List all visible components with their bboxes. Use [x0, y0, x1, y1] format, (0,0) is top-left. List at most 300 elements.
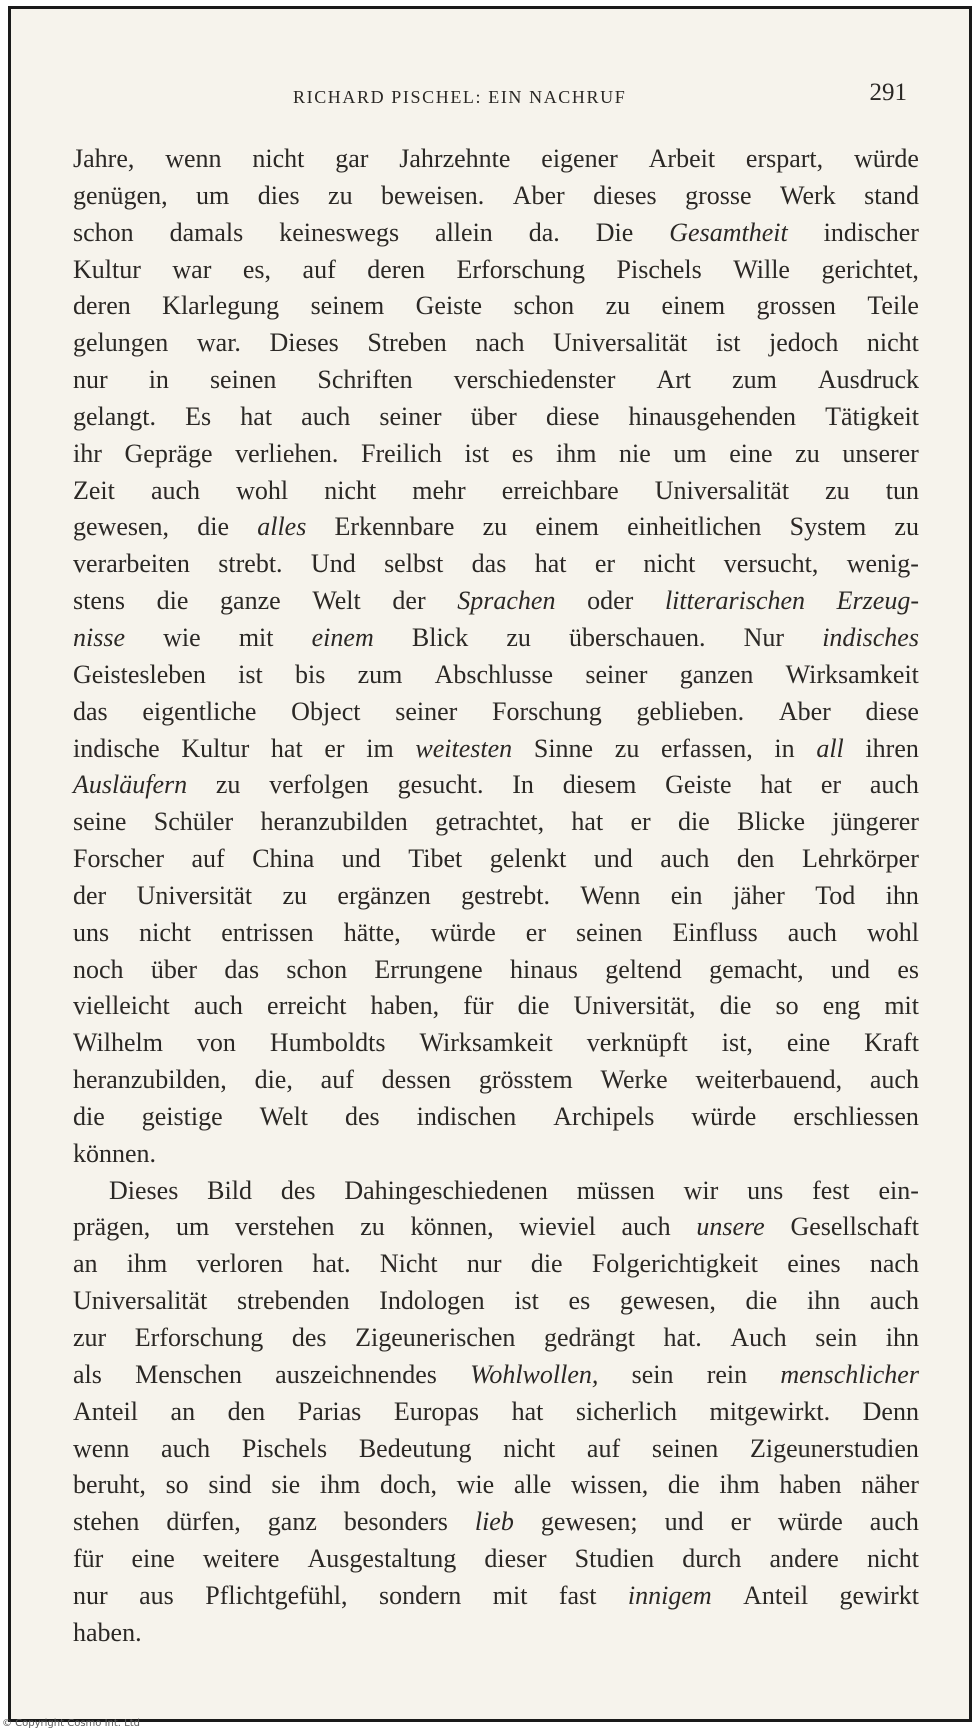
word: nicht — [139, 917, 192, 947]
word: deren — [367, 254, 425, 284]
emphasized-word: alles — [257, 512, 307, 542]
text-line — [73, 178, 919, 215]
text-line — [73, 473, 919, 510]
word: verloren — [196, 1249, 284, 1279]
word: weiterbauend, — [695, 1065, 843, 1095]
word: gesucht. — [397, 770, 484, 800]
word: hinausgehenden — [628, 401, 796, 431]
word: Erforschung — [134, 1323, 264, 1352]
word: verstehen — [234, 1212, 335, 1242]
word: auf — [191, 844, 225, 874]
word: mit — [238, 622, 274, 652]
word: der — [73, 880, 107, 910]
word: wenn — [165, 144, 222, 173]
word: Welt — [312, 586, 361, 616]
word: würde — [430, 917, 496, 947]
word: verliehen. — [235, 438, 339, 468]
word: indische — [73, 733, 160, 763]
word: sein — [815, 1323, 858, 1352]
word: allein — [435, 217, 493, 247]
word: nicht — [252, 144, 305, 173]
text-line — [73, 1283, 919, 1320]
word: stehen — [73, 1507, 140, 1537]
word: Und — [310, 549, 356, 579]
word: Zigeunerischen — [355, 1323, 516, 1352]
text-line — [73, 1099, 919, 1136]
word: näher — [861, 1470, 919, 1500]
word: auch — [193, 991, 243, 1021]
word: eigentliche — [142, 696, 257, 726]
word: Universität, — [573, 991, 696, 1021]
word: seiner — [395, 696, 458, 726]
word: Gesellschaft — [790, 1212, 919, 1242]
word: stens — [73, 586, 125, 616]
word: er — [525, 917, 546, 947]
word: ist — [715, 328, 741, 358]
word: Aber — [512, 180, 565, 210]
word: erreichbare — [501, 475, 619, 505]
word: auch — [869, 1065, 919, 1095]
word: die — [73, 1101, 105, 1131]
word: Tibet — [408, 844, 463, 874]
word: Wille — [733, 254, 790, 284]
emphasized-word: weitesten — [415, 733, 513, 763]
word: einheitlichen — [627, 512, 762, 542]
word: Geistesleben — [73, 659, 206, 689]
word: heranzubilden, — [73, 1065, 227, 1095]
emphasized-word: Sprachen — [457, 586, 556, 616]
word: Tod — [815, 880, 856, 910]
word: dessen — [381, 1065, 451, 1095]
text-line — [73, 509, 919, 546]
word: grösstem — [478, 1065, 573, 1095]
text-line — [73, 620, 919, 657]
text-line — [73, 399, 919, 436]
text-line — [73, 767, 919, 804]
word: geltend — [605, 954, 682, 984]
word: hat. — [312, 1249, 351, 1279]
word: sondern — [378, 1580, 462, 1610]
word: Ausdruck — [817, 365, 919, 395]
word: wir — [683, 1175, 719, 1205]
word: auch — [869, 1507, 919, 1537]
text-line — [73, 841, 919, 878]
word: für — [463, 991, 494, 1021]
word: erfassen, — [661, 733, 753, 763]
word: Nur — [743, 622, 785, 652]
text-line — [73, 1431, 919, 1468]
word: grosse — [685, 180, 752, 210]
word: auf — [320, 1065, 354, 1095]
word: zum — [357, 659, 403, 689]
word: sein — [631, 1359, 674, 1389]
text-line — [73, 1615, 919, 1652]
word: deren — [73, 291, 131, 321]
word: eine — [131, 1544, 175, 1574]
word: noch — [73, 954, 124, 984]
word: Zeit — [73, 475, 115, 505]
word: überschauen. — [569, 622, 706, 652]
word: Kultur — [73, 254, 141, 284]
word: nur — [73, 365, 108, 395]
word: so — [165, 1470, 189, 1500]
word: können. — [73, 1138, 157, 1168]
word: gewesen; — [540, 1507, 638, 1537]
text-line — [73, 1394, 919, 1431]
word: Pischels — [616, 254, 702, 284]
word: einem — [661, 291, 726, 321]
emphasized-word: all — [816, 733, 844, 763]
word: Schüler — [153, 807, 234, 837]
word: wie — [456, 1470, 495, 1500]
text-line — [73, 694, 919, 731]
word: hinaus — [510, 954, 578, 984]
word: als — [73, 1359, 102, 1389]
word: zum — [732, 365, 777, 395]
word: ihm — [719, 1470, 760, 1500]
word: zu — [614, 733, 640, 763]
word: erschliessen — [793, 1101, 919, 1131]
word: stand — [864, 180, 919, 210]
word: Kraft — [864, 1028, 919, 1058]
word: Freilich — [361, 438, 442, 468]
word: Wirksamkeit — [785, 659, 919, 689]
word: er — [630, 807, 651, 837]
word: nur — [73, 1580, 108, 1610]
emphasized-word: indisches — [822, 622, 919, 652]
text-line — [73, 657, 919, 694]
text-line — [73, 546, 919, 583]
word: Werk — [779, 180, 836, 210]
word: diese — [865, 696, 919, 726]
word: zu — [360, 1212, 385, 1242]
word: Teile — [867, 291, 919, 321]
text-line — [73, 1173, 919, 1210]
word: war — [172, 254, 212, 284]
word: seinen — [651, 1433, 719, 1463]
text-line — [73, 804, 919, 841]
word: seine — [73, 807, 127, 837]
word: weitere — [202, 1544, 280, 1574]
word: die — [667, 1470, 700, 1500]
word: oder — [587, 586, 634, 616]
word: hätte, — [343, 917, 401, 947]
word: die — [517, 991, 550, 1021]
word: Dieses — [109, 1175, 179, 1205]
word: Art — [656, 365, 692, 395]
word: ihren — [865, 733, 919, 763]
word: so — [775, 991, 799, 1021]
word: wieviel — [519, 1212, 596, 1242]
word: Welt — [259, 1101, 309, 1131]
word: Pischels — [241, 1433, 328, 1463]
word: strebenden — [236, 1286, 350, 1316]
word: Universalität — [654, 475, 790, 505]
word: er — [730, 1507, 751, 1537]
word: die — [678, 807, 710, 837]
word: Menschen — [135, 1359, 242, 1389]
word: Folgerichtigkeit — [591, 1249, 758, 1279]
word: ihn — [885, 880, 919, 910]
word: Lehrkörper — [801, 844, 919, 874]
emphasized-word: unsere — [696, 1212, 765, 1242]
emphasized-word: einem — [311, 622, 374, 652]
word: Gepräge — [124, 438, 213, 468]
emphasized-word: lieb — [474, 1507, 514, 1537]
text-line — [73, 1578, 919, 1615]
word: Universalität — [553, 328, 688, 358]
paragraph — [73, 141, 919, 1173]
word: wenn — [73, 1433, 130, 1463]
word: mitgewirkt. — [709, 1396, 831, 1426]
word: gewirkt — [839, 1580, 919, 1610]
word: er — [820, 770, 842, 800]
text-line — [73, 731, 919, 768]
word: gerichtet, — [821, 254, 919, 284]
word: beruht, — [73, 1470, 146, 1500]
word: geistige — [141, 1101, 223, 1131]
word: Geiste — [665, 770, 732, 800]
word: Kultur — [181, 733, 250, 763]
word: uns — [73, 917, 110, 947]
word: sind — [208, 1470, 252, 1500]
word: Jahre, — [73, 144, 135, 173]
word: da. — [528, 217, 560, 247]
word: nicht — [324, 475, 377, 505]
word: würde — [777, 1507, 843, 1537]
word: die — [197, 512, 229, 542]
word: verfolgen — [269, 770, 369, 800]
word: rein — [706, 1359, 748, 1389]
word: nur — [466, 1249, 502, 1279]
word: nach — [475, 328, 525, 358]
word: verschiedenster — [453, 365, 616, 395]
word: zu — [282, 880, 308, 910]
word: für — [73, 1544, 104, 1574]
text-line — [73, 1025, 919, 1062]
word: Auch — [730, 1323, 787, 1352]
word: sicherlich — [575, 1396, 677, 1426]
word: mehr — [412, 475, 466, 505]
word: ein- — [878, 1175, 919, 1205]
word: besonders — [343, 1507, 448, 1537]
word: schon — [73, 217, 134, 247]
text-line — [73, 1504, 919, 1541]
word: ergänzen — [337, 880, 431, 910]
body-text — [73, 141, 919, 1652]
emphasized-word: litterarischen — [664, 586, 806, 616]
word: gewesen, — [73, 512, 170, 542]
word: dürfen, — [166, 1507, 241, 1537]
word: wenig- — [846, 549, 919, 579]
text-line — [73, 436, 919, 473]
word: es — [568, 1286, 591, 1316]
word: indischer — [823, 217, 919, 247]
word: Abschlusse — [434, 659, 554, 689]
word: zu — [215, 770, 241, 800]
word: Anteil — [743, 1580, 809, 1610]
word: zu — [506, 622, 531, 652]
page-number: 291 — [869, 79, 907, 106]
word: seinem — [310, 291, 385, 321]
word: und — [664, 1507, 704, 1537]
word: zu — [894, 512, 919, 542]
word: Sinne — [533, 733, 594, 763]
word: und — [593, 844, 633, 874]
word: gar — [335, 144, 369, 173]
text-line — [73, 583, 919, 620]
page-header — [73, 79, 907, 115]
text-line — [73, 325, 919, 362]
word: ihn — [806, 1286, 841, 1316]
word: Studien — [574, 1544, 655, 1574]
word: alle — [513, 1470, 552, 1500]
word: haben. — [73, 1617, 142, 1647]
word: hat — [270, 733, 303, 763]
word: selbst — [384, 549, 444, 579]
word: das — [471, 549, 507, 579]
word: keineswegs — [279, 217, 400, 247]
word: zu — [825, 475, 850, 505]
word: Bedeutung — [358, 1433, 472, 1463]
word: auch — [869, 1286, 919, 1316]
word: Jahrzehnte — [399, 144, 511, 173]
word: haben — [779, 1470, 842, 1500]
word: zu — [795, 438, 820, 468]
word: Forschung — [492, 696, 602, 726]
word: die — [719, 991, 752, 1021]
word: heranzubilden — [260, 807, 408, 837]
word: über — [150, 954, 198, 984]
word: den — [736, 844, 775, 874]
word: ganzen — [679, 659, 754, 689]
word: diese — [545, 401, 600, 431]
emphasized-word: nisse — [73, 622, 125, 652]
word: hat — [760, 770, 793, 800]
word: zu — [328, 180, 353, 210]
text-line — [73, 1467, 919, 1504]
word: es — [897, 954, 919, 984]
word: gestrebt. — [461, 880, 550, 910]
emphasized-word: Ausläufern — [73, 770, 188, 800]
word: auch — [621, 1212, 671, 1242]
word: in — [148, 365, 169, 395]
word: würde — [854, 144, 919, 173]
word: seinen — [209, 365, 277, 395]
word: grossen — [756, 291, 836, 321]
word: wie — [163, 622, 201, 652]
text-line — [73, 878, 919, 915]
word: Universität — [136, 880, 253, 910]
word: aus — [139, 1580, 174, 1610]
word: er — [594, 549, 616, 579]
word: gelenkt — [489, 844, 567, 874]
word: seinen — [576, 917, 643, 947]
word: ihm — [319, 1470, 361, 1500]
word: Errungene — [374, 954, 483, 984]
word: jüngerer — [832, 807, 919, 837]
word: Werke — [600, 1065, 668, 1095]
word: hat — [571, 807, 604, 837]
word: strebt. — [218, 549, 283, 579]
word: nicht — [866, 328, 919, 358]
word: hat — [534, 549, 567, 579]
word: wohl — [866, 917, 919, 947]
word: Klarlegung — [162, 291, 280, 321]
word: Einfluss — [672, 917, 758, 947]
word: Europas — [393, 1396, 480, 1426]
word: ihm — [555, 438, 597, 468]
word: um — [175, 1212, 210, 1242]
word: Aber — [778, 696, 831, 726]
word: Universalität — [73, 1286, 208, 1316]
word: eine — [786, 1028, 831, 1058]
text-line — [73, 1320, 919, 1357]
word: mit — [492, 1580, 528, 1610]
word: ganze — [220, 586, 281, 616]
word: an — [73, 1249, 98, 1279]
word: hat — [511, 1396, 544, 1426]
word: Blick — [411, 622, 469, 652]
word: auch — [660, 844, 710, 874]
word: erspart, — [745, 144, 824, 173]
word: erreicht — [267, 991, 347, 1021]
word: er — [324, 733, 345, 763]
word: nicht — [643, 549, 696, 579]
text-line — [73, 1541, 919, 1578]
word: hat. — [663, 1323, 702, 1352]
word: mit — [884, 991, 919, 1021]
word: die, — [254, 1065, 293, 1095]
word: des — [291, 1323, 327, 1352]
word: Erkennbare — [334, 512, 455, 542]
word: Wenn — [580, 880, 641, 910]
word: müssen — [576, 1175, 655, 1205]
word: ihm — [126, 1249, 168, 1279]
text-line — [73, 362, 919, 399]
word: zur — [73, 1323, 107, 1352]
word: Schriften — [317, 365, 413, 395]
word: vielleicht — [73, 991, 170, 1021]
word: von — [196, 1028, 236, 1058]
word: nie — [619, 438, 651, 468]
text-line — [73, 215, 919, 252]
word: bis — [294, 659, 326, 689]
word: auch — [787, 917, 837, 947]
word: diesem — [562, 770, 637, 800]
word: des — [280, 1175, 316, 1205]
word: würde — [691, 1101, 757, 1131]
word: ist — [514, 1286, 539, 1316]
word: Wirksamkeit — [419, 1028, 553, 1058]
word: indischen — [416, 1101, 517, 1131]
word: fast — [558, 1580, 597, 1610]
word: den — [227, 1396, 266, 1426]
word: nicht — [503, 1433, 556, 1463]
word: Blicke — [737, 807, 806, 837]
emphasized-word: Erzeug- — [836, 586, 919, 616]
word: dieses — [593, 180, 657, 210]
word: Object — [291, 696, 361, 726]
word: dies — [257, 180, 300, 210]
word: Ausgestaltung — [307, 1544, 457, 1574]
word: es — [511, 438, 534, 468]
word: eines — [787, 1249, 841, 1279]
word: können, — [410, 1212, 494, 1242]
word: Archipels — [553, 1101, 655, 1131]
word: seiner — [379, 401, 442, 431]
word: an — [170, 1396, 196, 1426]
